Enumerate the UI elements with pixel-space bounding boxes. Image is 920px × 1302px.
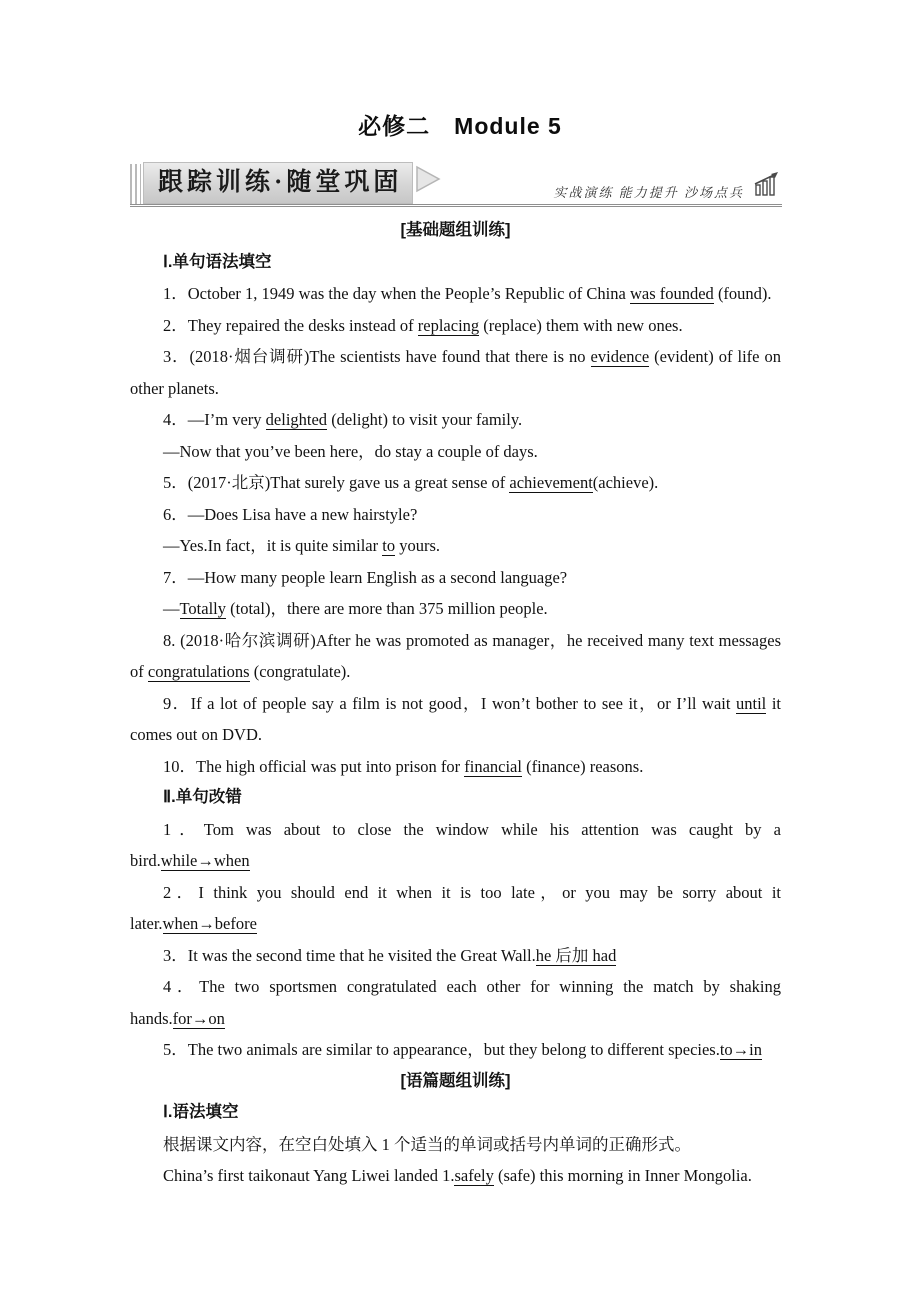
answer-underline: delighted xyxy=(265,410,328,429)
error-correction-q2 xyxy=(130,877,781,940)
text-segment: (congratulate). xyxy=(249,662,351,681)
gap-fill-q2 xyxy=(130,310,781,342)
gap-fill-q7-reply xyxy=(130,593,781,625)
exercise-content xyxy=(130,215,781,1192)
section-heading-passage-gap-fill xyxy=(130,1097,781,1129)
text-segment: 5．The two animals are similar to appearance，but they belong to different species. xyxy=(163,1040,720,1059)
text-segment: — xyxy=(163,599,180,618)
answer-underline: to xyxy=(382,536,396,555)
answer-underline: while→when xyxy=(160,851,250,870)
gap-fill-q5 xyxy=(130,467,781,499)
page-title: 必修二 Module 5 xyxy=(358,113,562,139)
section-heading-gap-fill xyxy=(130,247,781,279)
text-segment: (replace) them with new ones. xyxy=(479,315,683,335)
text-segment: 2．I think you should end it when it is too late，or you may be sorry about it later. xyxy=(130,882,781,933)
banner-right-group xyxy=(553,171,782,204)
banner-left-group xyxy=(130,162,441,204)
text-segment: 1．Tom was about to close the window while his attention was caught by a bird. xyxy=(130,819,781,870)
gap-fill-q3 xyxy=(130,341,781,404)
text-segment: 4．—I’m very xyxy=(163,410,266,429)
banner-tagline: 实战演练 能力提升 沙场点兵 xyxy=(553,185,744,200)
text-segment: (total)，there are more than 375 million people. xyxy=(226,599,548,618)
text-segment: 10．The high official was put into prison for xyxy=(163,756,465,776)
text-segment: 3．It was the second time that he visited the Great Wall. xyxy=(163,945,536,965)
text-segment: (finance) reasons. xyxy=(521,756,644,776)
text-segment: yours. xyxy=(395,536,440,555)
error-correction-q1 xyxy=(130,814,781,877)
text-segment: China’s first taikonaut Yang Liwei landed 1. xyxy=(163,1166,455,1185)
group-heading-basic xyxy=(130,215,781,247)
text-segment: 2．They repaired the desks instead of xyxy=(163,315,418,335)
answer-underline: to→in xyxy=(719,1040,763,1059)
text-segment: Ⅰ.单句语法填空 xyxy=(163,252,272,271)
text-segment: 5．(2017·北京)That surely gave us a great sense of xyxy=(163,473,510,492)
text-segment: 3．(2018·烟台调研)The scientists have found that there is no xyxy=(163,347,591,366)
gap-fill-q4 xyxy=(130,404,781,436)
text-segment: (delight) to visit your family. xyxy=(327,410,523,429)
gap-fill-q4-reply xyxy=(130,436,781,468)
gap-fill-q10 xyxy=(130,751,781,783)
text-segment: —Yes.In fact，it is quite similar xyxy=(163,536,383,555)
error-correction-q4 xyxy=(130,971,781,1034)
text-segment: (safe) this morning in Inner Mongolia. xyxy=(493,1166,752,1185)
answer-underline: replacing xyxy=(417,315,480,335)
text-segment: (evident) of life on other planets. xyxy=(130,347,781,398)
text-segment: 4．The two sportsmen congratulated each other for winning the match by shaking hands. xyxy=(130,977,781,1028)
answer-underline: until xyxy=(736,693,767,713)
answer-underline: was founded xyxy=(629,284,714,303)
text-segment: 8. (2018·哈尔滨调研)After he was promoted as manager，he received many text messages of xyxy=(130,630,781,681)
text-segment: Ⅱ.单句改错 xyxy=(163,788,242,806)
section-banner xyxy=(130,158,782,207)
text-segment: (found). xyxy=(713,284,772,303)
answer-underline: safely xyxy=(454,1166,494,1185)
answer-underline: congratulations xyxy=(147,662,250,681)
text-segment: it comes out on DVD. xyxy=(130,693,781,744)
text-segment: 7．—How many people learn English as a second language? xyxy=(163,567,568,587)
group-heading-passage xyxy=(130,1066,781,1098)
error-correction-q3 xyxy=(130,940,781,972)
answer-underline: Totally xyxy=(179,599,227,618)
text-segment: [语篇题组训练] xyxy=(400,1071,511,1090)
answer-underline: when→before xyxy=(162,914,257,933)
gap-fill-q1 xyxy=(130,278,781,310)
answer-underline: financial xyxy=(464,756,522,776)
text-segment: [基础题组训练] xyxy=(400,221,511,239)
banner-label: 跟踪训练·随堂巩固 xyxy=(143,162,413,204)
text-segment: (achieve). xyxy=(592,473,659,492)
answer-underline: for→on xyxy=(172,1008,225,1028)
error-correction-q5 xyxy=(130,1034,781,1066)
gap-fill-q6 xyxy=(130,499,781,531)
banner-stripe-decoration xyxy=(130,164,141,204)
text-segment: Ⅰ.语法填空 xyxy=(163,1103,239,1121)
gap-fill-q7 xyxy=(130,562,781,594)
text-segment: —Now that you’ve been here，do stay a couple of days. xyxy=(163,441,538,461)
answer-underline: he 后加 had xyxy=(535,945,617,965)
gap-fill-q9 xyxy=(130,688,781,751)
answer-underline: evidence xyxy=(590,347,650,366)
answer-underline: achievement xyxy=(509,473,593,492)
passage-instruction xyxy=(130,1129,781,1161)
text-segment: 根据课文内容，在空白处填入 1 个适当的单词或括号内单词的正确形式。 xyxy=(163,1134,691,1154)
gap-fill-q6-reply xyxy=(130,530,781,562)
text-segment: 1．October 1, 1949 was the day when the People’s Republic of China xyxy=(163,284,630,303)
section-heading-error-correction xyxy=(130,782,781,814)
text-segment: 6．—Does Lisa have a new hairstyle? xyxy=(163,504,418,524)
text-segment: 9．If a lot of people say a film is not good，I won’t bother to see it，or I’ll wait xyxy=(163,693,736,713)
passage-sentence-1 xyxy=(130,1160,781,1192)
banner-chevron-icon xyxy=(415,165,441,198)
growth-chart-icon xyxy=(752,171,782,202)
gap-fill-q8 xyxy=(130,625,781,688)
